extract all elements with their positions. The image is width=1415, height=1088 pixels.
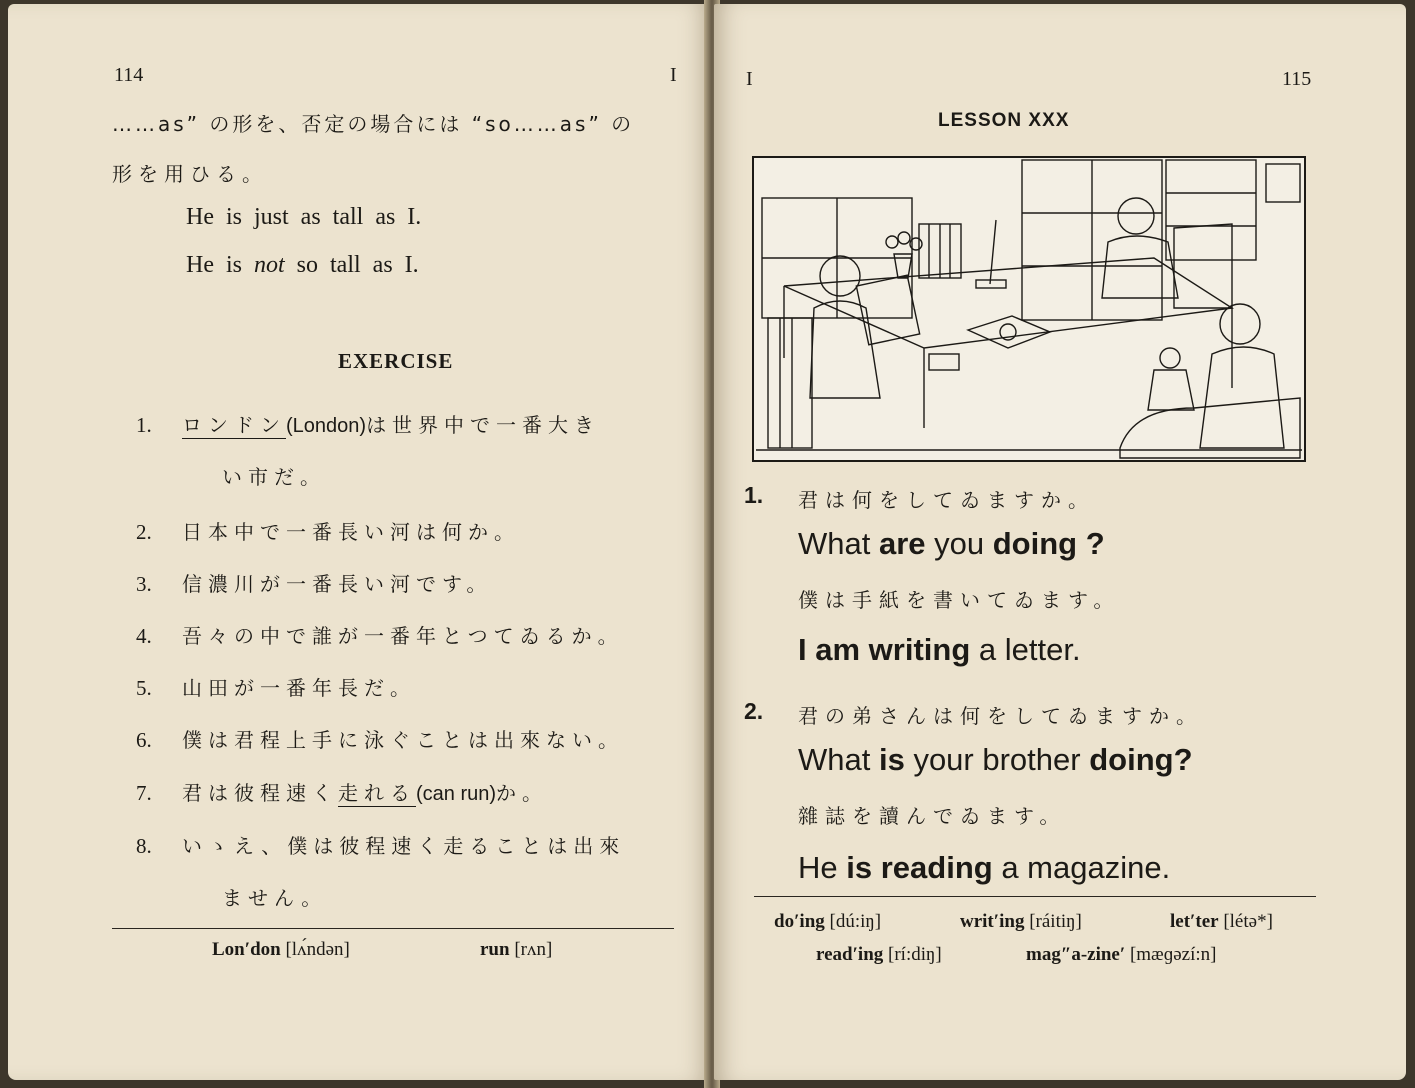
lesson-title: LESSON XXX — [938, 110, 1070, 131]
exercise-number: 4. — [136, 624, 152, 648]
exercise-continuation: ません。 — [222, 886, 328, 910]
english-answer: He is reading a magazine. — [798, 850, 1171, 885]
example-sentence: He is just as tall as I. — [186, 204, 422, 230]
japanese-answer: 僕は手紙を書いてゐます。 — [798, 588, 1121, 612]
page-number: 115 — [1282, 68, 1312, 90]
exercise-number: 2. — [136, 520, 152, 544]
intro-line: ……as” の形を、否定の場合には “so……as” の — [112, 112, 635, 136]
japanese-question: 君は何をしてゐますか。 — [798, 488, 1095, 512]
exercise-number: 7. — [136, 781, 152, 805]
english-question: What are you doing ? — [798, 526, 1105, 561]
exercise-text: いゝえ、僕は彼程速く走ることは出來 — [182, 834, 626, 858]
item-number: 2. — [744, 698, 764, 724]
exercise-heading: EXERCISE — [338, 349, 454, 373]
left-page — [8, 4, 710, 1080]
exercise-number: 6. — [136, 728, 152, 752]
japanese-answer: 雜誌を讀んでゐます。 — [798, 804, 1067, 828]
exercise-number: 1. — [136, 413, 152, 437]
exercise-text: 吾々の中で誰が一番年とつてゐるか。 — [182, 624, 624, 648]
exercise-item — [136, 620, 624, 649]
right-page — [714, 4, 1406, 1080]
exercise-continuation: い市だ。 — [222, 465, 326, 489]
vocab-entry: run [rʌn] — [480, 939, 553, 960]
item-number: 1. — [744, 482, 764, 508]
exercise-item — [136, 516, 520, 545]
exercise-text: 信濃川が一番長い河です。 — [182, 572, 493, 596]
section-mark: I — [670, 64, 677, 86]
exercise-item — [136, 777, 548, 806]
section-mark: I — [746, 68, 753, 90]
vocab-entry: mag″a-zine′ [mæɡəzí:n] — [1026, 944, 1217, 965]
exercise-text: 僕は君程上手に泳ぐことは出來ない。 — [182, 728, 624, 752]
exercise-item — [136, 830, 625, 859]
exercise-text: 君は彼程速く走れる(can run)か。 — [182, 781, 549, 805]
vocab-entry: let′ter [létə*] — [1170, 911, 1273, 932]
vocab-entry: writ′ing [ráitiŋ] — [960, 911, 1082, 932]
exercise-number: 5. — [136, 676, 152, 700]
vocab-entry: read′ing [rí:diŋ] — [816, 944, 942, 965]
vocab-entry: Lon′don [lʌ́ndən] — [212, 939, 350, 960]
lesson-illustration — [752, 156, 1306, 462]
english-question: What is your brother doing? — [798, 742, 1193, 777]
exercise-item — [136, 409, 600, 438]
exercise-text: 日本中で一番長い河は何か。 — [182, 520, 520, 544]
footnote-rule — [112, 928, 674, 929]
exercise-text: 山田が一番年長だ。 — [182, 676, 416, 700]
exercise-number: 8. — [136, 834, 152, 858]
intro-line: 形を用ひる。 — [112, 162, 268, 186]
exercise-number: 3. — [136, 572, 152, 596]
japanese-question: 君の弟さんは何をしてゐますか。 — [798, 704, 1203, 728]
footnote-rule — [754, 896, 1316, 897]
exercise-item — [136, 568, 492, 597]
illustration-drawing — [754, 158, 1304, 460]
example-sentence: He is not so tall as I. — [186, 252, 419, 278]
exercise-item — [136, 724, 624, 753]
exercise-item — [136, 672, 416, 701]
english-answer: I am writing a letter. — [798, 632, 1081, 667]
exercise-text: ロンドン(London)は世界中で一番大き — [182, 413, 601, 437]
vocab-entry: do′ing [dú:iŋ] — [774, 911, 882, 932]
page-number: 114 — [114, 64, 144, 86]
